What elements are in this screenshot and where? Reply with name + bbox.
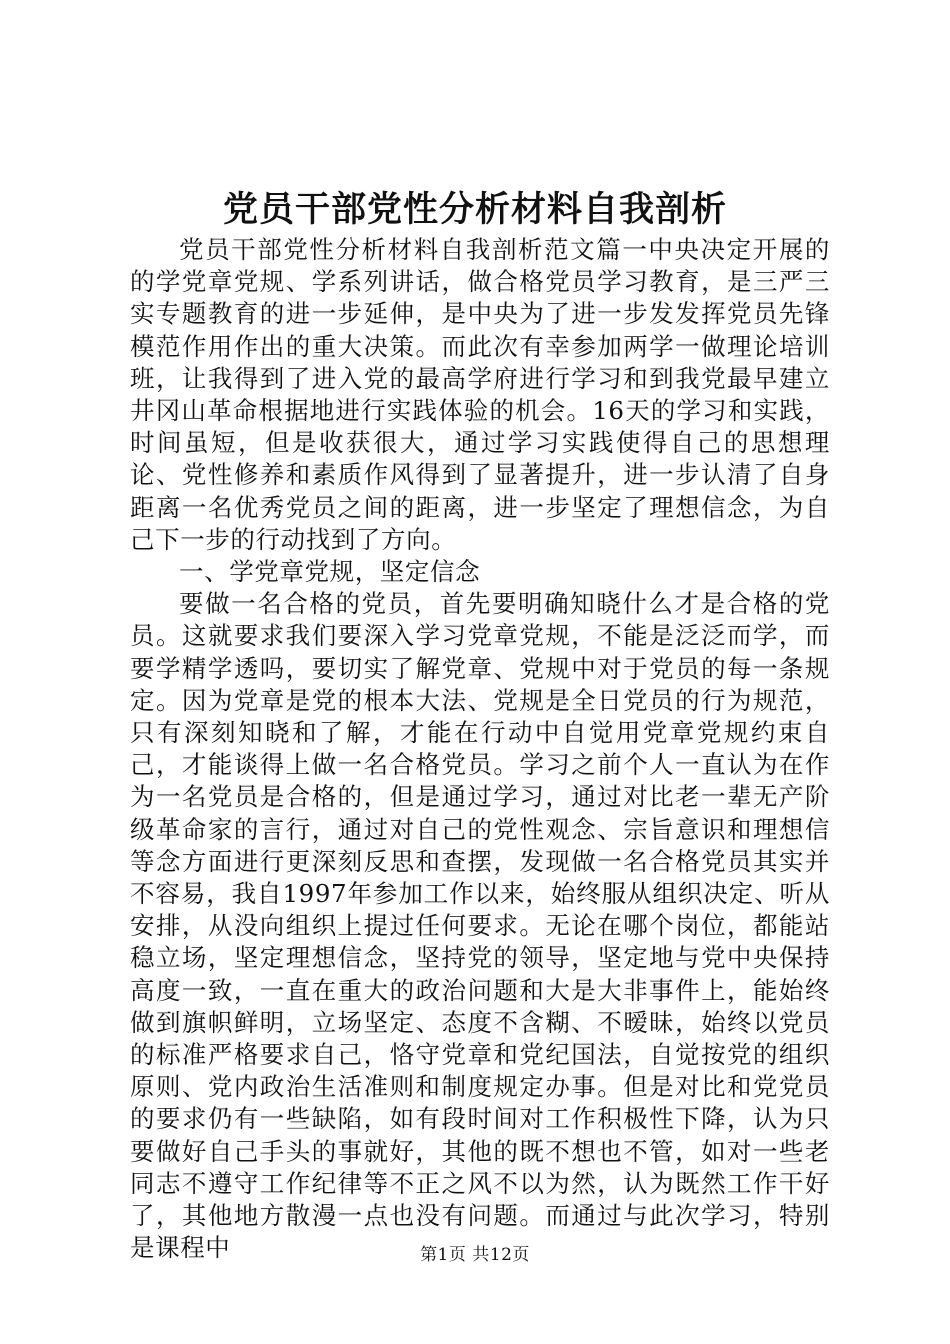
- document-body: [130, 234, 830, 1265]
- paragraph-section-one: 要做一名合格的党员，首先要明确知晓什么才是合格的党员。这就要求我们要深入学习党章党规，不能是泛泛而学，而要学精学透吗，要切实了解党章、党规中对于党员的每一条规定。因为党章是党的根本大法、党规是全日党员的行为规范，只有深刻知晓和了解，才能在行动中自觉用党章党规约束自己，才能谈得上做一名合格党员。学习之前个人一直认为在作为一名党员是合格的，但是通过学习，通过对比老一辈无产阶级革命家的言行，通过对自己的党性观念、宗旨意识和理想信等念方面进行更深刻反思和查摆，发现做一名合格党员其实并不容易，我自1997年参加工作以来，始终服从组织决定、听从安排，从没向组织上提过任何要求。无论在哪个岗位，都能站稳立场，坚定理想信念，坚持党的领导，坚定地与党中央保持高度一致，一直在重大的政治问题和大是大非事件上，能始终做到旗帜鲜明，立场坚定、态度不含糊、不暧昧，始终以党员的标准严格要求自己，恪守党章和党纪国法，自觉按党的组织原则、党内政治生活准则和制度规定办事。但是对比和党党员的要求仍有一些缺陷，如有段时间对工作积极性下降，认为只要做好自己手头的事就好，其他的既不想也不管，如对一些老同志不遵守工作纪律等不正之风不以为然，认为既然工作干好了，其他地方散漫一点也没有问题。而通过与此次学习，特别是课程中: [130, 589, 830, 1263]
- section-heading: 一、学党章党规，坚定信念: [179, 557, 481, 587]
- paragraph-intro: 党员干部党性分析材料自我剖析范文篇一中央决定开展的的学党章党规、学系列讲话，做合格党员学习教育，是三严三实专题教育的进一步延伸，是中央为了进一步发发挥党员先锋模范作用作出的重大决策。而此次有幸参加两学一做理论培训班，让我得到了进入党的最高学府进行学习和到我党最早建立井冈山革命根据地进行实践体验的机会。16天的学习和实践，时间虽短，但是收获很大，通过学习实践使得自己的思想理论、党性修养和素质作风得到了显著提升，进一步认清了自身距离一名优秀党员之间的距离，进一步坚定了理想信念，为自己下一步的行动找到了方向。: [130, 235, 830, 554]
- document-title: 党员干部党性分析材料自我剖析: [222, 189, 727, 230]
- page-number: 第1页 共12页: [420, 1245, 530, 1265]
